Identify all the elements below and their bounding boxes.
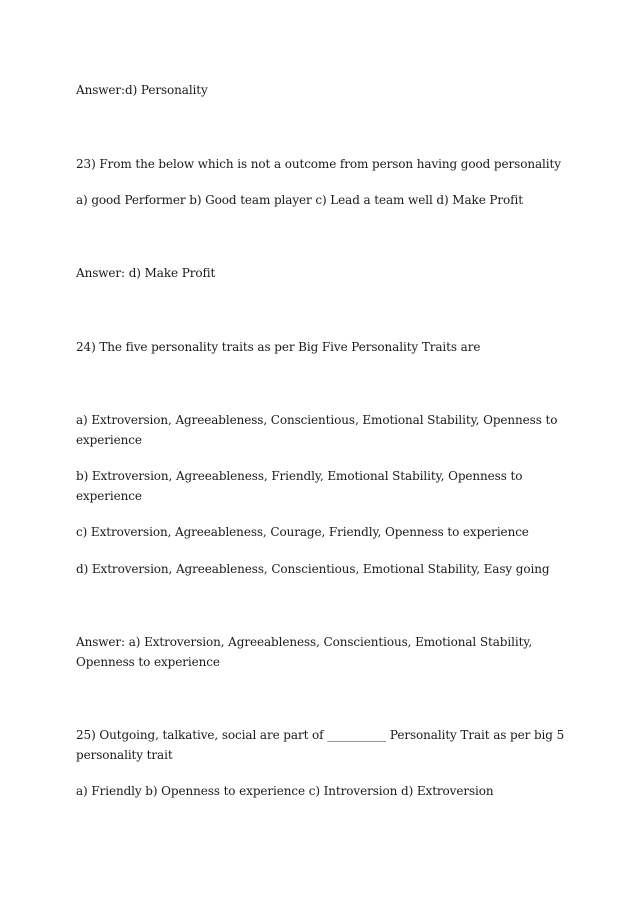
question-24-option-d: d) Extroversion, Agreeableness, Conscientious, Emotional Stability, Easy going <box>76 562 550 576</box>
question-24-option-b: b) Extroversion, Agreeableness, Friendly, Emotional Stability, Openness to <box>76 469 523 483</box>
question-24-option-a: a) Extroversion, Agreeableness, Conscientious, Emotional Stability, Openness to <box>76 413 558 427</box>
question-25: 25) Outgoing, talkative, social are part of __________ Personality Trait as per big 5 <box>76 728 565 742</box>
question-23: 23) From the below which is not a outcome from person having good personality <box>76 157 561 171</box>
question-24-answer: Answer: a) Extroversion, Agreeableness, Conscientious, Emotional Stability, <box>76 635 533 649</box>
question-23-options: a) good Performer b) Good team player c) Lead a team well d) Make Profit <box>76 193 523 207</box>
question-24-answer-cont: Openness to experience <box>76 655 220 669</box>
question-24-option-c: c) Extroversion, Agreeableness, Courage, Friendly, Openness to experience <box>76 525 529 539</box>
question-25-cont: personality trait <box>76 748 173 762</box>
question-23-answer: Answer: d) Make Profit <box>76 266 216 280</box>
answer-22: Answer:d) Personality <box>76 83 208 97</box>
question-24-option-b-cont: experience <box>76 489 142 503</box>
question-25-options: a) Friendly b) Openness to experience c) Introversion d) Extroversion <box>76 784 494 798</box>
question-24: 24) The five personality traits as per Big Five Personality Traits are <box>76 340 481 354</box>
question-24-option-a-cont: experience <box>76 433 142 447</box>
